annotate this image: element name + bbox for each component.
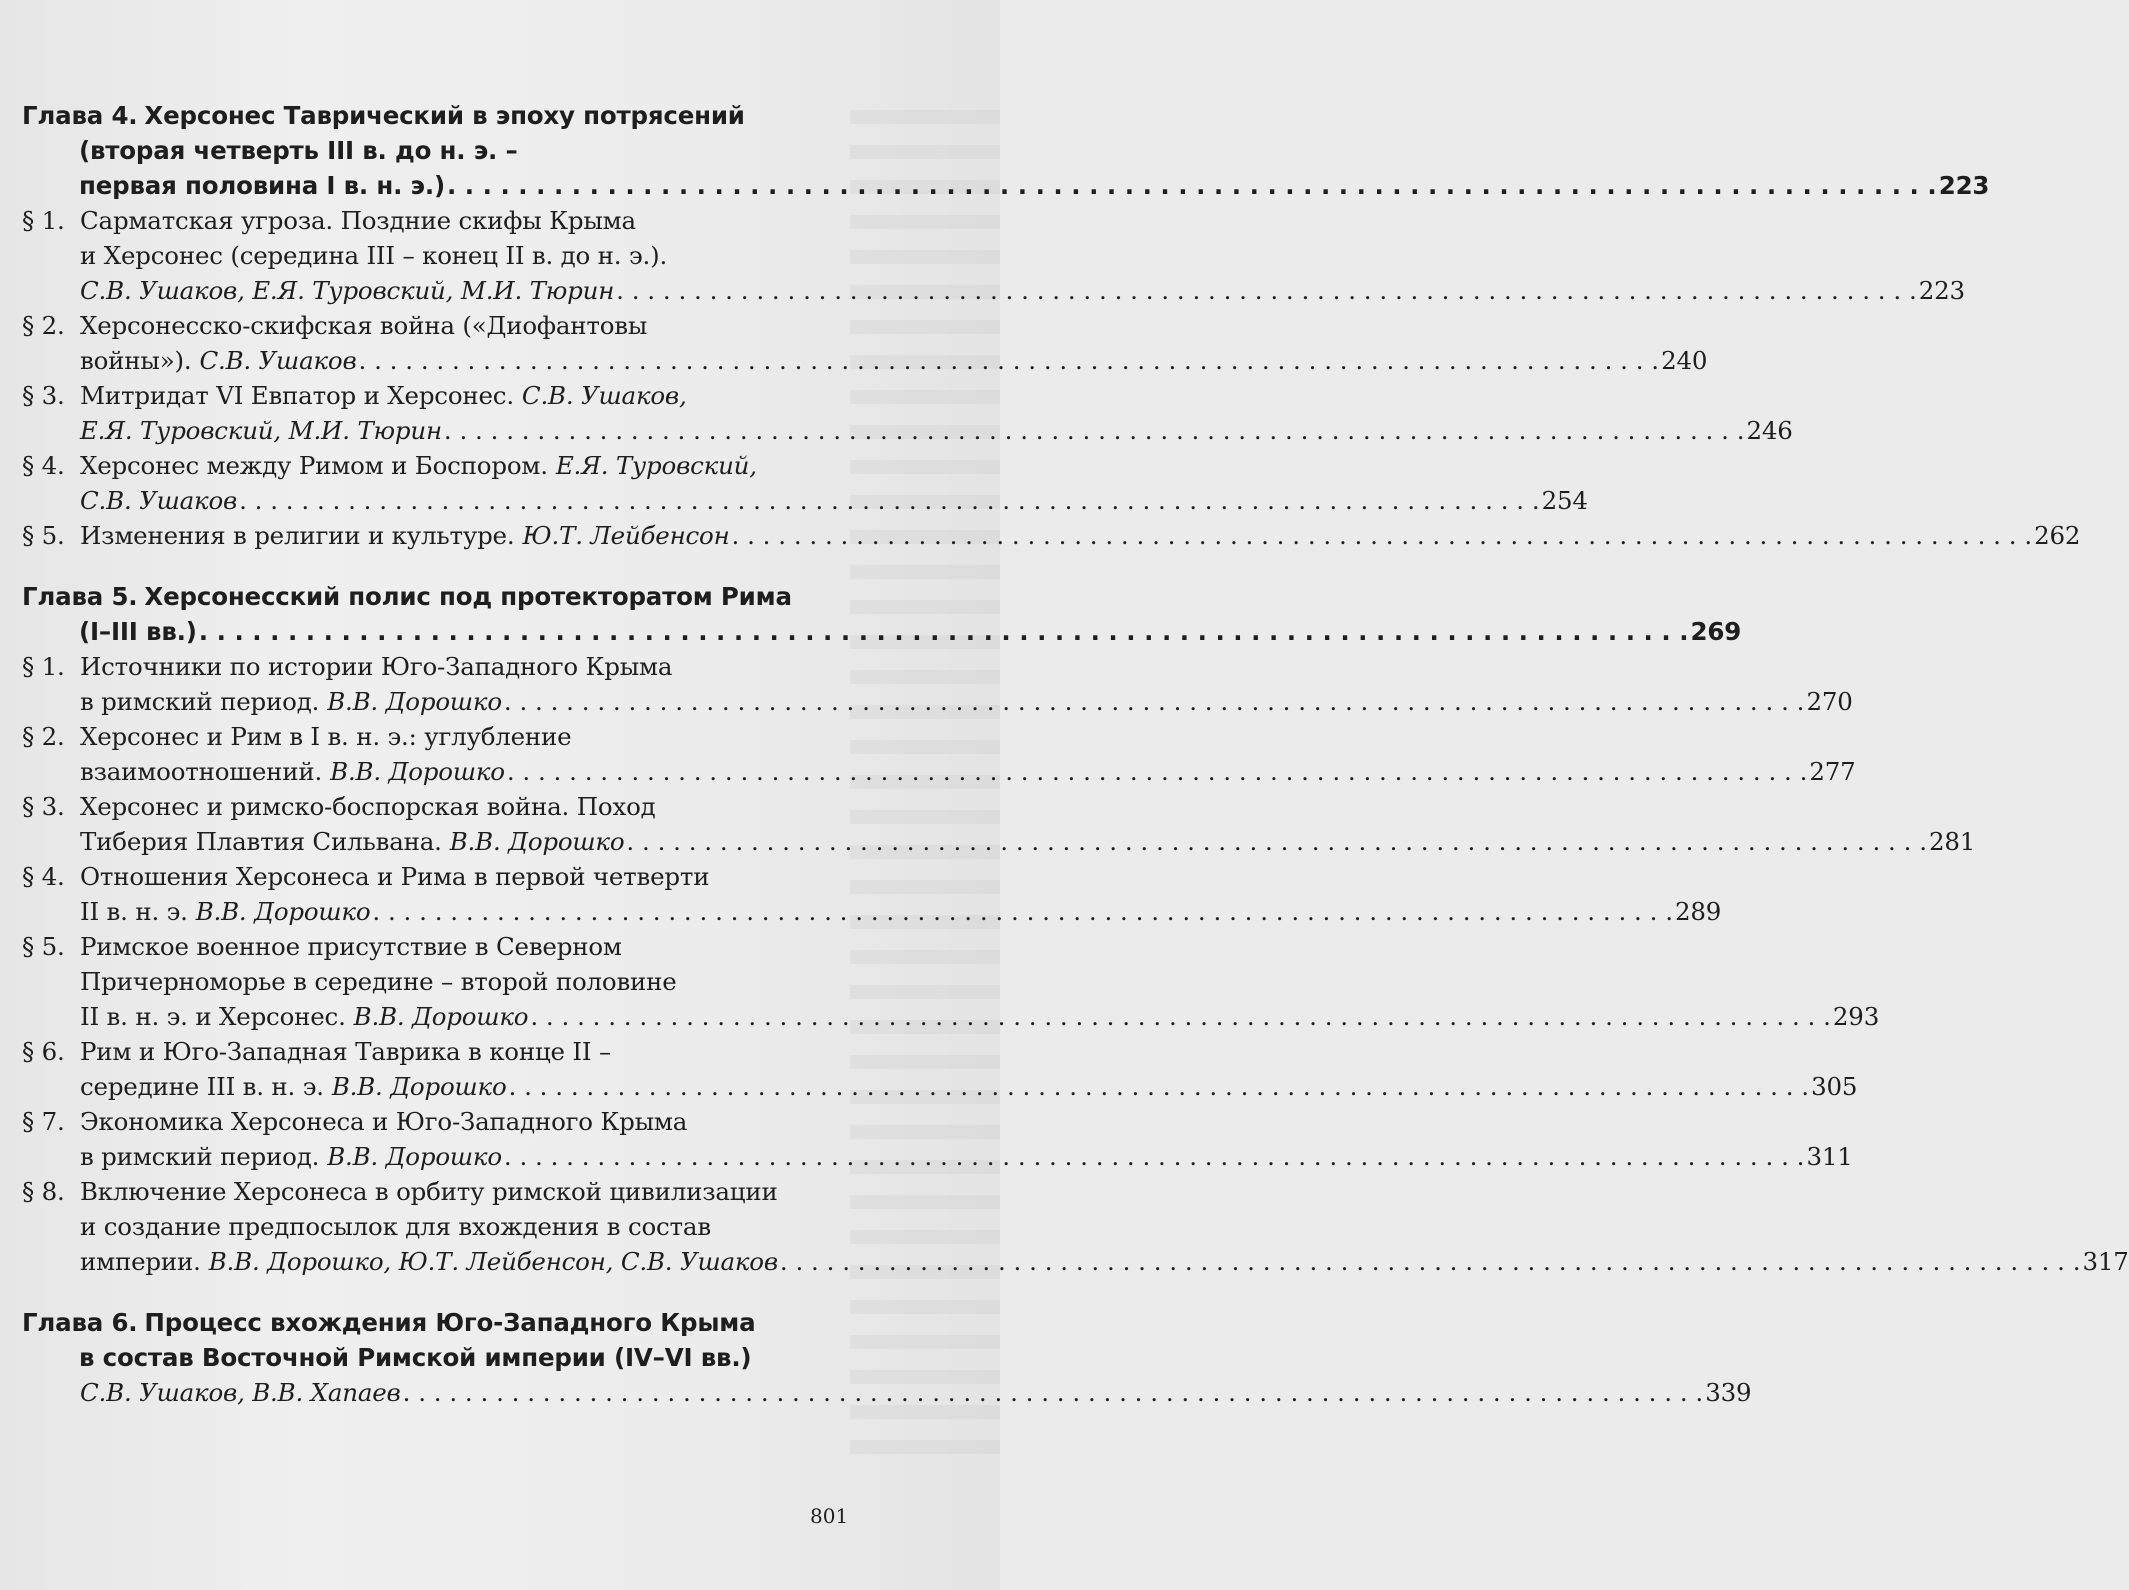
chapter-prefix: Глава 4.: [22, 101, 138, 130]
leader-dots: [626, 824, 1927, 859]
section-title-line: середине III в. н. э.: [80, 1072, 324, 1101]
leader-dots: [507, 754, 1808, 789]
page-number: 305: [1811, 1072, 1858, 1101]
page-folio-number: 801: [810, 1504, 849, 1528]
toc-entry: [22, 1174, 2129, 1279]
leader-dots: [447, 168, 1937, 203]
section-number: § 5.: [22, 521, 65, 550]
section-title-line: II в. н. э. и Херсонес.: [80, 1002, 346, 1031]
section-number: § 2.: [22, 722, 65, 751]
leader-dots: [239, 483, 1540, 518]
chapter-title-line: (вторая четверть III в. до н. э. –: [79, 136, 518, 165]
section-title-line: Включение Херсонеса в орбиту римской цивилизации: [80, 1177, 778, 1206]
section-number: § 1.: [22, 652, 65, 681]
toc-entry: [22, 929, 1880, 1034]
chapter-5: [22, 579, 2129, 1279]
toc-entry: [22, 203, 1965, 308]
section-title-line: Херсонес и Рим в I в. н. э.: углубление: [80, 722, 572, 751]
leader-dots: [504, 684, 1805, 719]
section-authors: С.В. Ушаков,: [521, 381, 687, 410]
section-authors: С.В. Ушаков: [199, 346, 357, 375]
chapter-4: [22, 98, 2081, 553]
section-title-line: войны»).: [80, 346, 192, 375]
section-title-line: и Херсонес (середина III – конец II в. до н. э.).: [80, 241, 668, 270]
toc-entry: [22, 649, 1853, 719]
section-authors: В.В. Дорошко: [327, 687, 502, 716]
section-number: § 6.: [22, 1037, 65, 1066]
section-title-line: Херсонес и римско-боспорская война. Поход: [80, 792, 656, 821]
section-authors: С.В. Ушаков, Е.Я. Туровский, М.И. Тюрин: [80, 276, 615, 305]
page-number: 270: [1806, 687, 1853, 716]
page-number: 317: [2082, 1247, 2129, 1276]
page-number: 246: [1746, 416, 1793, 445]
chapter-title-line: в состав Восточной Римской империи (IV–VI вв.): [79, 1343, 752, 1372]
leader-dots: [444, 413, 1745, 448]
toc-entry: [22, 448, 1588, 518]
section-title-line: в римский период.: [80, 687, 320, 716]
page-number: 254: [1541, 486, 1588, 515]
section-authors: С.В. Ушаков: [80, 486, 238, 515]
leader-dots: [372, 894, 1673, 929]
section-title-line: II в. н. э.: [80, 897, 188, 926]
section-title-line: империи.: [80, 1247, 201, 1276]
page-number: 240: [1661, 346, 1708, 375]
leader-dots: [504, 1139, 1805, 1174]
leader-dots: [509, 1069, 1810, 1104]
section-title-line: Изменения в религии и культуре.: [80, 521, 515, 550]
chapter-title: [22, 98, 1990, 203]
leader-dots: [403, 1375, 1704, 1410]
toc-entry: [22, 1375, 1752, 1410]
section-number: § 2.: [22, 311, 65, 340]
toc-entry: [22, 518, 2081, 553]
chapter-prefix: Глава 5.: [22, 582, 138, 611]
section-number: § 1.: [22, 206, 65, 235]
leader-dots: [530, 999, 1831, 1034]
chapter-title-line: (I–III вв.): [79, 617, 197, 646]
toc-entry: [22, 1034, 1858, 1104]
chapter-title-line: Херсонесский полис под протекторатом Рима: [144, 582, 792, 611]
page-number: 289: [1674, 897, 1722, 926]
section-title-line: Экономика Херсонеса и Юго-Западного Крыма: [80, 1107, 688, 1136]
toc-entry: [22, 789, 1976, 859]
leader-dots: [732, 518, 2033, 553]
section-authors: В.В. Дорошко: [353, 1002, 529, 1031]
chapter-title-line: Херсонес Таврический в эпоху потрясений: [144, 101, 745, 130]
section-number: § 5.: [22, 932, 65, 961]
section-title-line: Источники по истории Юго-Западного Крыма: [80, 652, 673, 681]
section-authors: Е.Я. Туровский, М.И. Тюрин: [80, 416, 442, 445]
page-number: 223: [1918, 276, 1965, 305]
section-title-line: Причерноморье в середине – второй половине: [80, 967, 677, 996]
section-title-line: Рим и Юго-Западная Таврика в конце II –: [80, 1037, 612, 1066]
leader-dots: [359, 343, 1660, 378]
chapter-title-line: Процесс вхождения Юго-Западного Крыма: [144, 1308, 756, 1337]
section-number: § 3.: [22, 381, 65, 410]
section-title-line: Римское военное присутствие в Северном: [80, 932, 622, 961]
chapter-prefix: Глава 6.: [22, 1308, 138, 1337]
page-number: 269: [1690, 617, 1742, 646]
page-number: 277: [1809, 757, 1856, 786]
section-title-line: взаимоотношений.: [80, 757, 323, 786]
section-authors: В.В. Дорошко: [327, 1142, 502, 1171]
toc-entry: [22, 1104, 1853, 1174]
section-number: § 3.: [22, 792, 65, 821]
section-title-line: Митридат VI Евпатор и Херсонес.: [80, 381, 514, 410]
section-authors: В.В. Дорошко, Ю.Т. Лейбенсон, С.В. Ушаков: [208, 1247, 778, 1276]
page-number: 293: [1832, 1002, 1880, 1031]
section-authors: Е.Я. Туровский,: [555, 451, 757, 480]
page-number: 262: [2034, 521, 2081, 550]
section-title-line: Херсонес между Римом и Боспором.: [80, 451, 548, 480]
section-authors: В.В. Дорошко: [195, 897, 371, 926]
section-title-line: и создание предпосылок для вхождения в состав: [80, 1212, 711, 1241]
chapter-title: [22, 579, 1742, 649]
section-number: § 4.: [22, 451, 65, 480]
leader-dots: [199, 614, 1689, 649]
toc-entry: [22, 378, 1793, 448]
chapter-title: [22, 1305, 852, 1375]
page-number: 281: [1929, 827, 1976, 856]
section-number: § 8.: [22, 1177, 65, 1206]
section-authors: В.В. Дорошко: [449, 827, 625, 856]
section-title-line: Отношения Херсонеса и Рима в первой четверти: [80, 862, 710, 891]
chapter-title-line: первая половина I в. н. э.): [79, 171, 445, 200]
section-number: § 7.: [22, 1107, 65, 1136]
toc-entry: [22, 719, 1856, 789]
leader-dots: [616, 273, 1917, 308]
page-number: 223: [1938, 171, 1990, 200]
section-authors: В.В. Дорошко: [331, 1072, 507, 1101]
section-title-line: Сарматская угроза. Поздние скифы Крыма: [80, 206, 636, 235]
toc-entry: [22, 859, 1722, 929]
page-number: 311: [1806, 1142, 1853, 1171]
page-number: 339: [1705, 1378, 1752, 1407]
leader-dots: [780, 1244, 2081, 1279]
chapter-6: [22, 1305, 1752, 1410]
toc-entry: [22, 308, 1708, 378]
section-title-line: Херсонесско-скифская война («Диофантовы: [80, 311, 648, 340]
section-authors: Ю.Т. Лейбенсон: [522, 521, 730, 550]
section-title-line: Тиберия Плавтия Сильвана.: [80, 827, 442, 856]
table-of-contents: [22, 98, 2129, 1436]
section-title-line: в римский период.: [80, 1142, 320, 1171]
section-authors: С.В. Ушаков, В.В. Хапаев: [80, 1378, 401, 1407]
section-number: § 4.: [22, 862, 65, 891]
section-authors: В.В. Дорошко: [330, 757, 505, 786]
